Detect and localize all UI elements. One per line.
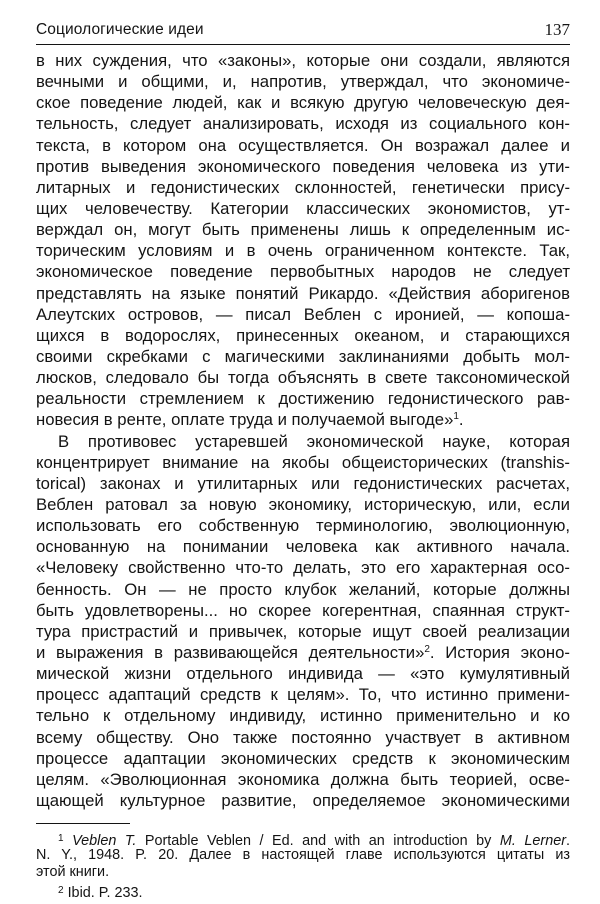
- text-line: ское поведение людей, как и всякую другую человеческую дея-: [36, 93, 570, 113]
- footnote-1-line: этой книги.: [36, 864, 110, 881]
- footnote-1-editor: M. Lerner: [499, 833, 566, 850]
- body-text: [36, 50, 570, 811]
- text-line: torical) законах и утилитарных или гедонистических расчетах,: [36, 473, 570, 493]
- footnote-1-mark: 1: [58, 833, 64, 845]
- text-line: литарных и гедонистических склонностей, генетически прису-: [36, 177, 570, 197]
- text-line: реальности стремлением к достижению гедонистического рав-: [36, 389, 570, 409]
- text-line-tail: . История эконо-: [429, 642, 570, 662]
- text-line: всему обществу. Оно также постоянно участвует в активном: [36, 727, 570, 747]
- footnote-2-line: [36, 882, 570, 899]
- text-line: процесс адаптаций средств к целям». То, что истинно примени-: [36, 685, 570, 705]
- text-line: представлять на языке понятий Рикардо. «Действия аборигенов: [36, 283, 570, 303]
- footnotes: [36, 830, 570, 899]
- footnote-ref-2: 2: [424, 643, 430, 655]
- running-head: [36, 18, 570, 45]
- text-line: щающей культурное развитие, определяемое экономическими: [36, 790, 570, 810]
- text-line: верждал он, могут быть применены лишь к определенным ис-: [36, 220, 570, 240]
- text-line-content: новесия в ренте, оплате труда и получаемой выгоде»: [36, 410, 454, 430]
- text-line: Алеутских островов, — писал Веблен с иронией, — копоша-: [36, 304, 570, 324]
- text-line: концентрирует внимание на якобы общеисторических (transhis-: [36, 452, 570, 472]
- footnote-1-line: [36, 830, 570, 850]
- text-line: экономическое поведение первобытных народов не следует: [36, 262, 570, 282]
- text-line: против выведения экономического поведения человека из ути-: [36, 156, 570, 176]
- text-line: использовать его собственную терминологию, эволюционную,: [36, 516, 570, 536]
- text-line: процессе адаптации экономических средств к экономическим: [36, 748, 570, 768]
- text-line-with-footnote-ref: новесия в ренте, оплате труда и получаемой выгоде»$^1$.: [36, 410, 464, 430]
- text-line-content: и выражения в развивающейся деятельности»: [36, 642, 425, 662]
- text-line: Веблен ратовал за новую экономику, историческую, или, если: [36, 494, 570, 514]
- book-page: [36, 18, 570, 899]
- text-line: тельно к отдельному индивиду, истинно применительно и ко: [36, 706, 570, 726]
- text-line: «Человеку свойственно что-то делать, это его характерная осо-: [36, 558, 570, 578]
- text-line: тура пристрастий и привычек, которые ищут своей реализации: [36, 621, 570, 641]
- text-line: быть удовлетворены... но скорее когерентная, спаянная структ-: [36, 600, 570, 620]
- text-line: щихся в водорослях, принесенных океаном, и старающихся: [36, 325, 570, 345]
- text-line: текста, в котором она осуществляется. Он возражал далее и: [36, 135, 570, 155]
- text-line: в них суждения, что «законы», которые они создали, являются: [36, 51, 570, 70]
- text-line: люсков, следовало бы тогда объяснять в свете таксономической: [36, 368, 570, 388]
- text-line: тельность, следует анализировать, исходя из социального кон-: [36, 114, 570, 134]
- text-line-with-footnote-ref: [36, 642, 570, 663]
- footnote-2-text: Ibid. P. 233.: [67, 884, 143, 901]
- text-line: бенность. Он — не просто клубок желаний, которые должны: [36, 579, 570, 599]
- footnote-2-mark: 2: [58, 884, 64, 896]
- text-line: целям. «Эволюционная экономика должна быть теорией, осве-: [36, 769, 570, 789]
- text-line: вечными и общими, и, напротив, утверждал, что экономиче-: [36, 72, 570, 92]
- text-line: щих человечеству. Категории классических экономистов, ут-: [36, 198, 570, 218]
- footnote-ref-1: 1: [453, 411, 459, 423]
- text-line: своими скребками с магическими заклинаниями добыть мол-: [36, 346, 570, 366]
- text-line: мической жизни отдельного индивида — «это кумулятивный: [36, 664, 570, 684]
- footnote-1-period: .: [566, 833, 570, 850]
- running-head-title: Социологические идеи: [36, 21, 204, 38]
- page-number: 137: [544, 20, 570, 39]
- footnote-1-line: N. Y., 1948. P. 20. Далее в настоящей главе используются цитаты из: [36, 847, 570, 864]
- text-line: основанную на понимании человека как активного начала.: [36, 537, 570, 557]
- footnote-divider: [36, 823, 130, 824]
- text-line: торическим условиям и в очень ограниченном контексте. Так,: [36, 241, 570, 261]
- paragraph-start-line: В противовес устаревшей экономической науке, которая: [58, 431, 570, 451]
- footnote-1-author: Veblen T.: [72, 833, 137, 850]
- footnote-1-title: Portable Veblen / Ed. and with an introduction by: [136, 833, 500, 850]
